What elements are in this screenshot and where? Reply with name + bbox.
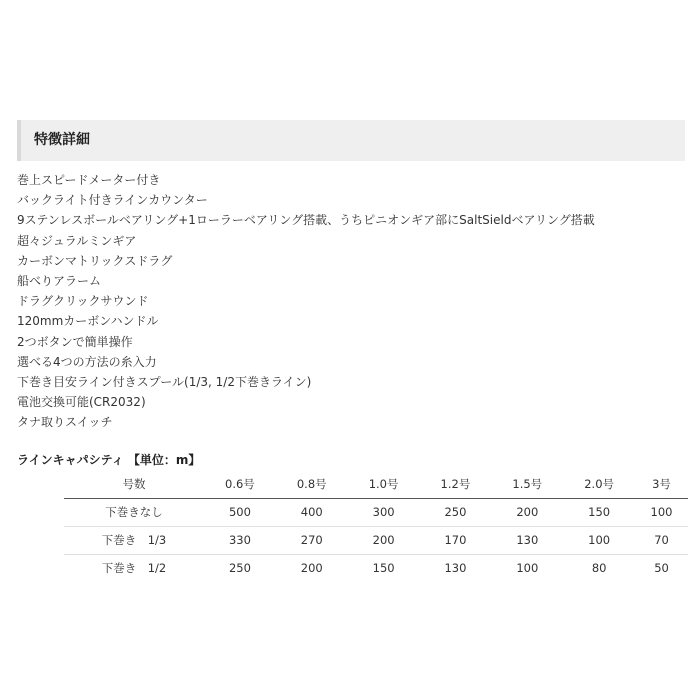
table-row — [64, 555, 688, 583]
table-header-row — [64, 471, 688, 499]
column-header: 1.5号 — [512, 477, 543, 491]
table-cell: 150 — [372, 561, 395, 575]
table-cell: 100 — [588, 533, 611, 547]
section-header — [17, 120, 685, 161]
table-cell: 200 — [372, 533, 395, 547]
feature-item: カーボンマトリックスドラグ — [17, 253, 173, 268]
capacity-title: ラインキャパシティ 【単位：m】 — [17, 453, 201, 467]
table-cell: 400 — [300, 505, 323, 519]
row-label: 下巻き 1/3 — [101, 533, 167, 547]
feature-item: 120mmカーボンハンドル — [17, 314, 159, 329]
table-row — [64, 499, 688, 527]
feature-item: バックライト付きラインカウンター — [17, 193, 208, 208]
table-cell: 130 — [444, 561, 467, 575]
column-header: 1.2号 — [440, 477, 471, 491]
table-cell: 250 — [444, 505, 467, 519]
feature-item: 下巻き目安ライン付きスプール(1/3, 1/2下巻きライン) — [17, 374, 312, 389]
table-cell: 500 — [228, 505, 251, 519]
table-cell: 270 — [300, 533, 323, 547]
table-cell: 250 — [228, 561, 251, 575]
feature-item: タナ取りスイッチ — [17, 415, 113, 430]
table-cell: 300 — [372, 505, 395, 519]
table-cell: 100 — [650, 505, 673, 519]
table-cell: 50 — [654, 561, 669, 575]
column-header: 2.0号 — [584, 477, 615, 491]
feature-item: 9ステンレスボールベアリング+1ローラーベアリング搭載、うちピニオンギア部にSaltSieldベアリング搭載 — [17, 213, 595, 228]
section-title: 特徴詳細 — [34, 132, 90, 148]
column-header: 3号 — [652, 477, 671, 491]
feature-item: 選べる4つの方法の糸入力 — [17, 354, 157, 369]
table-cell: 330 — [228, 533, 251, 547]
table-cell: 150 — [588, 505, 611, 519]
feature-item: 2つボタンで簡単操作 — [17, 334, 133, 349]
column-header: 0.8号 — [296, 477, 327, 491]
feature-item: 超々ジュラルミンギア — [17, 233, 137, 248]
row-label: 下巻き 1/2 — [101, 561, 167, 575]
table-cell: 100 — [516, 561, 539, 575]
table-cell: 200 — [516, 505, 539, 519]
row-label: 下巻きなし — [105, 505, 163, 519]
column-header: 号数 — [122, 477, 146, 491]
table-cell: 130 — [516, 533, 539, 547]
feature-item: 船べりアラーム — [17, 273, 102, 288]
feature-item: 電池交換可能(CR2032) — [17, 395, 146, 410]
capacity-table — [64, 471, 688, 582]
table-cell: 170 — [444, 533, 467, 547]
table-cell: 70 — [654, 533, 669, 547]
table-cell: 200 — [300, 561, 323, 575]
column-header: 1.0号 — [368, 477, 399, 491]
feature-list — [17, 170, 595, 432]
column-header: 0.6号 — [225, 477, 255, 491]
table-cell: 80 — [591, 561, 607, 575]
feature-item: ドラグクリックサウンド — [17, 294, 149, 309]
feature-item: 巻上スピードメーター付き — [17, 173, 161, 187]
table-row — [64, 527, 688, 555]
